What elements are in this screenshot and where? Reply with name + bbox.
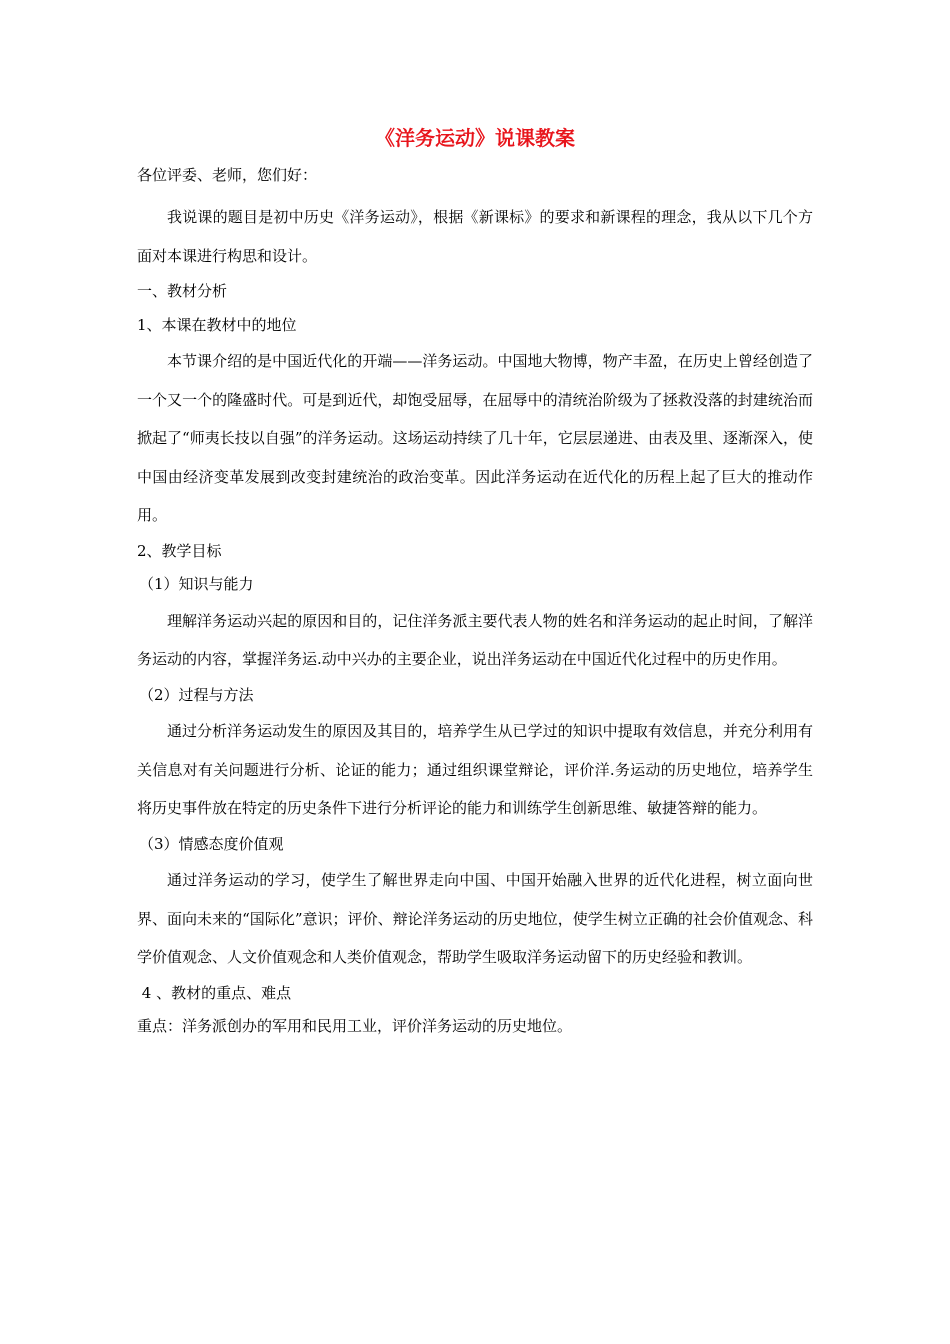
intro-paragraph: 我说课的题目是初中历史《洋务运动》，根据《新课标》的要求和新课程的理念，我从以下几个方面对本课进行构思和设计。 bbox=[137, 208, 813, 265]
goal-heading-knowledge: （1）知识与能力 bbox=[139, 575, 254, 594]
subsection-heading-key-points: 4 、教材的重点、难点 bbox=[137, 983, 292, 1002]
key-point-text: 重点：洋务派创办的军用和民用工业，评价洋务运动的历史地位。 bbox=[137, 1017, 573, 1036]
subsection-heading-teaching-goals: 2、教学目标 bbox=[137, 541, 222, 560]
goal-paragraph-knowledge: 理解洋务运动兴起的原因和目的，记住洋务派主要代表人物的姓名和洋务运动的起止时间，了解洋务运动的内容，掌握洋务运.动中兴办的主要企业，说出洋务运动在中国近代化过程中的历史作用。 bbox=[137, 611, 813, 669]
goal-paragraph-emotion: 通过洋务运动的学习，使学生了解世界走向中国、中国开始融入世界的近代化进程，树立面向世界、面向未来的“国际化”意识；评价、辩论洋务运动的历史地位，使学生树立正确的社会价值观念、科学价值观念、人文价值观念和人类价值观念，帮助学生吸取洋务运动留下的历史经验和教训。 bbox=[137, 871, 813, 967]
goal-heading-process: （2）过程与方法 bbox=[139, 685, 254, 704]
section-heading-material-analysis: 一、教材分析 bbox=[137, 282, 228, 301]
page-title: 《洋务运动》说课教案 bbox=[375, 126, 575, 150]
document-body bbox=[137, 160, 813, 1044]
subsection-heading-position: 1、本课在教材中的地位 bbox=[137, 315, 297, 334]
position-paragraph: 本节课介绍的是中国近代化的开端——洋务运动。中国地大物博，物产丰盈，在历史上曾经创造了一个又一个的隆盛时代。可是到近代，却饱受屈辱，在屈辱中的清统治阶级为了拯救没落的封建统治而掀起了“师夷长技以自强”的洋务运动。这场运动持续了几十年，它层层递进、由表及里、逐渐深入，使中国由经济变革发展到改变封建统治的政治变革。因此洋务运动在近代化的历程上起了巨大的推动作用。 bbox=[137, 352, 813, 525]
greeting: 各位评委、老师，您们好： bbox=[137, 166, 318, 184]
goal-heading-emotion: （3）情感态度价值观 bbox=[139, 834, 284, 853]
goal-paragraph-process: 通过分析洋务运动发生的原因及其目的，培养学生从已学过的知识中提取有效信息，并充分利用有关信息对有关问题进行分析、论证的能力；通过组织课堂辩论，评价洋.务运动的历史地位，培养学生将历史事件放在特定的历史条件下进行分析评论的能力和训练学生创新思维、敏捷答辩的能力。 bbox=[137, 722, 813, 818]
